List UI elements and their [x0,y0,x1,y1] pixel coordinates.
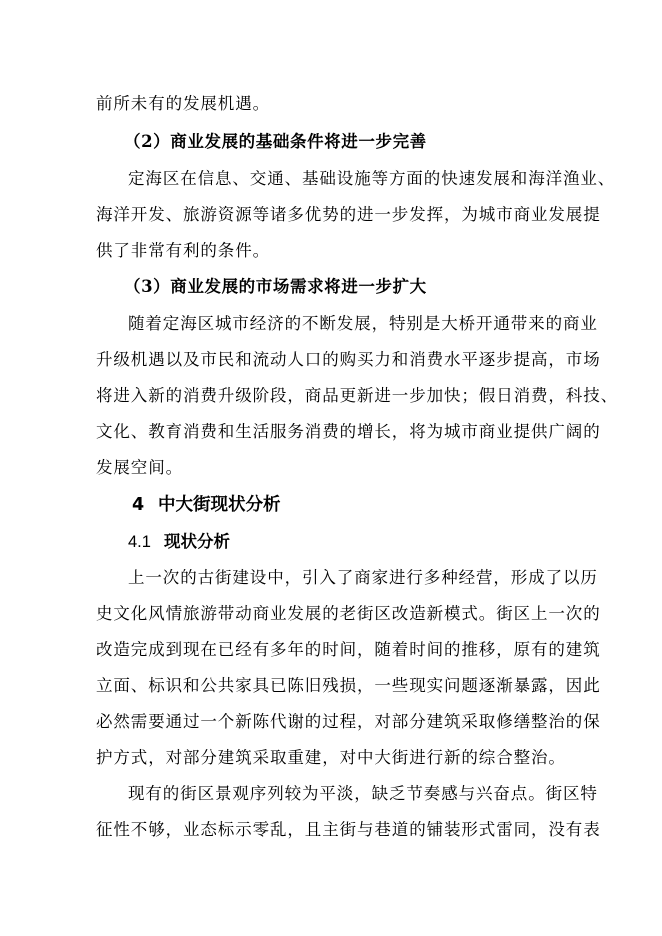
subsection-title: 现状分析 [164,532,230,551]
section-title: 中大街现状分析 [158,495,281,515]
paragraph-line: 上一次的古街建设中，引入了商家进行多种经营，形成了以历 [128,568,598,587]
paragraph-line: 定海区在信息、交通、基础设施等方面的快速发展和海洋渔业、 [128,169,616,188]
paragraph-line: 护方式，对部分建筑采取重建，对中大街进行新的综合整治。 [96,748,566,767]
paragraph-line: 现有的街区景观序列较为平淡，缺乏节奏感与兴奋点。街区特 [128,784,598,803]
paragraph-line: 海洋开发、旅游资源等诸多优势的进一步发挥，为城市商业发展提 [96,205,601,224]
subsection-heading-4-1 [128,531,230,553]
paragraph-line: 立面、标识和公共家具已陈旧残损，一些现实问题逐渐暴露，因此 [96,676,601,695]
paragraph-line: 发展空间。 [96,458,183,477]
paragraph-line: 随着定海区城市经济的不断发展，特别是大桥开通带来的商业 [128,314,598,333]
section-number: 4 [132,495,145,515]
paragraph-line: 必然需要通过一个新陈代谢的过程，对部分建筑采取修缮整治的保 [96,712,601,731]
paragraph-line: 改造完成到现在已经有多年的时间，随着时间的推移，原有的建筑 [96,640,601,659]
subsection-number: 4.1 [128,533,151,551]
paragraph-line: 供了非常有利的条件。 [96,241,270,260]
paragraph-line: 前所未有的发展机遇。 [96,94,270,113]
subheading-2: （2）商业发展的基础条件将进一步完善 [124,132,427,151]
paragraph-line: 将进入新的消费升级阶段，商品更新进一步加快；假日消费，科技、 [96,386,618,405]
paragraph-line: 史文化风情旅游带动商业发展的老街区改造新模式。街区上一次的 [96,604,601,623]
subheading-3: （3）商业发展的市场需求将进一步扩大 [124,277,427,296]
paragraph-line: 升级机遇以及市民和流动人口的购买力和消费水平逐步提高，市场 [96,350,601,369]
section-heading-4 [132,493,281,517]
paragraph-line: 文化、教育消费和生活服务消费的增长，将为城市商业提供广阔的 [96,422,601,441]
paragraph-line: 征性不够，业态标示零乱，且主街与巷道的铺装形式雷同，没有表 [96,820,601,839]
